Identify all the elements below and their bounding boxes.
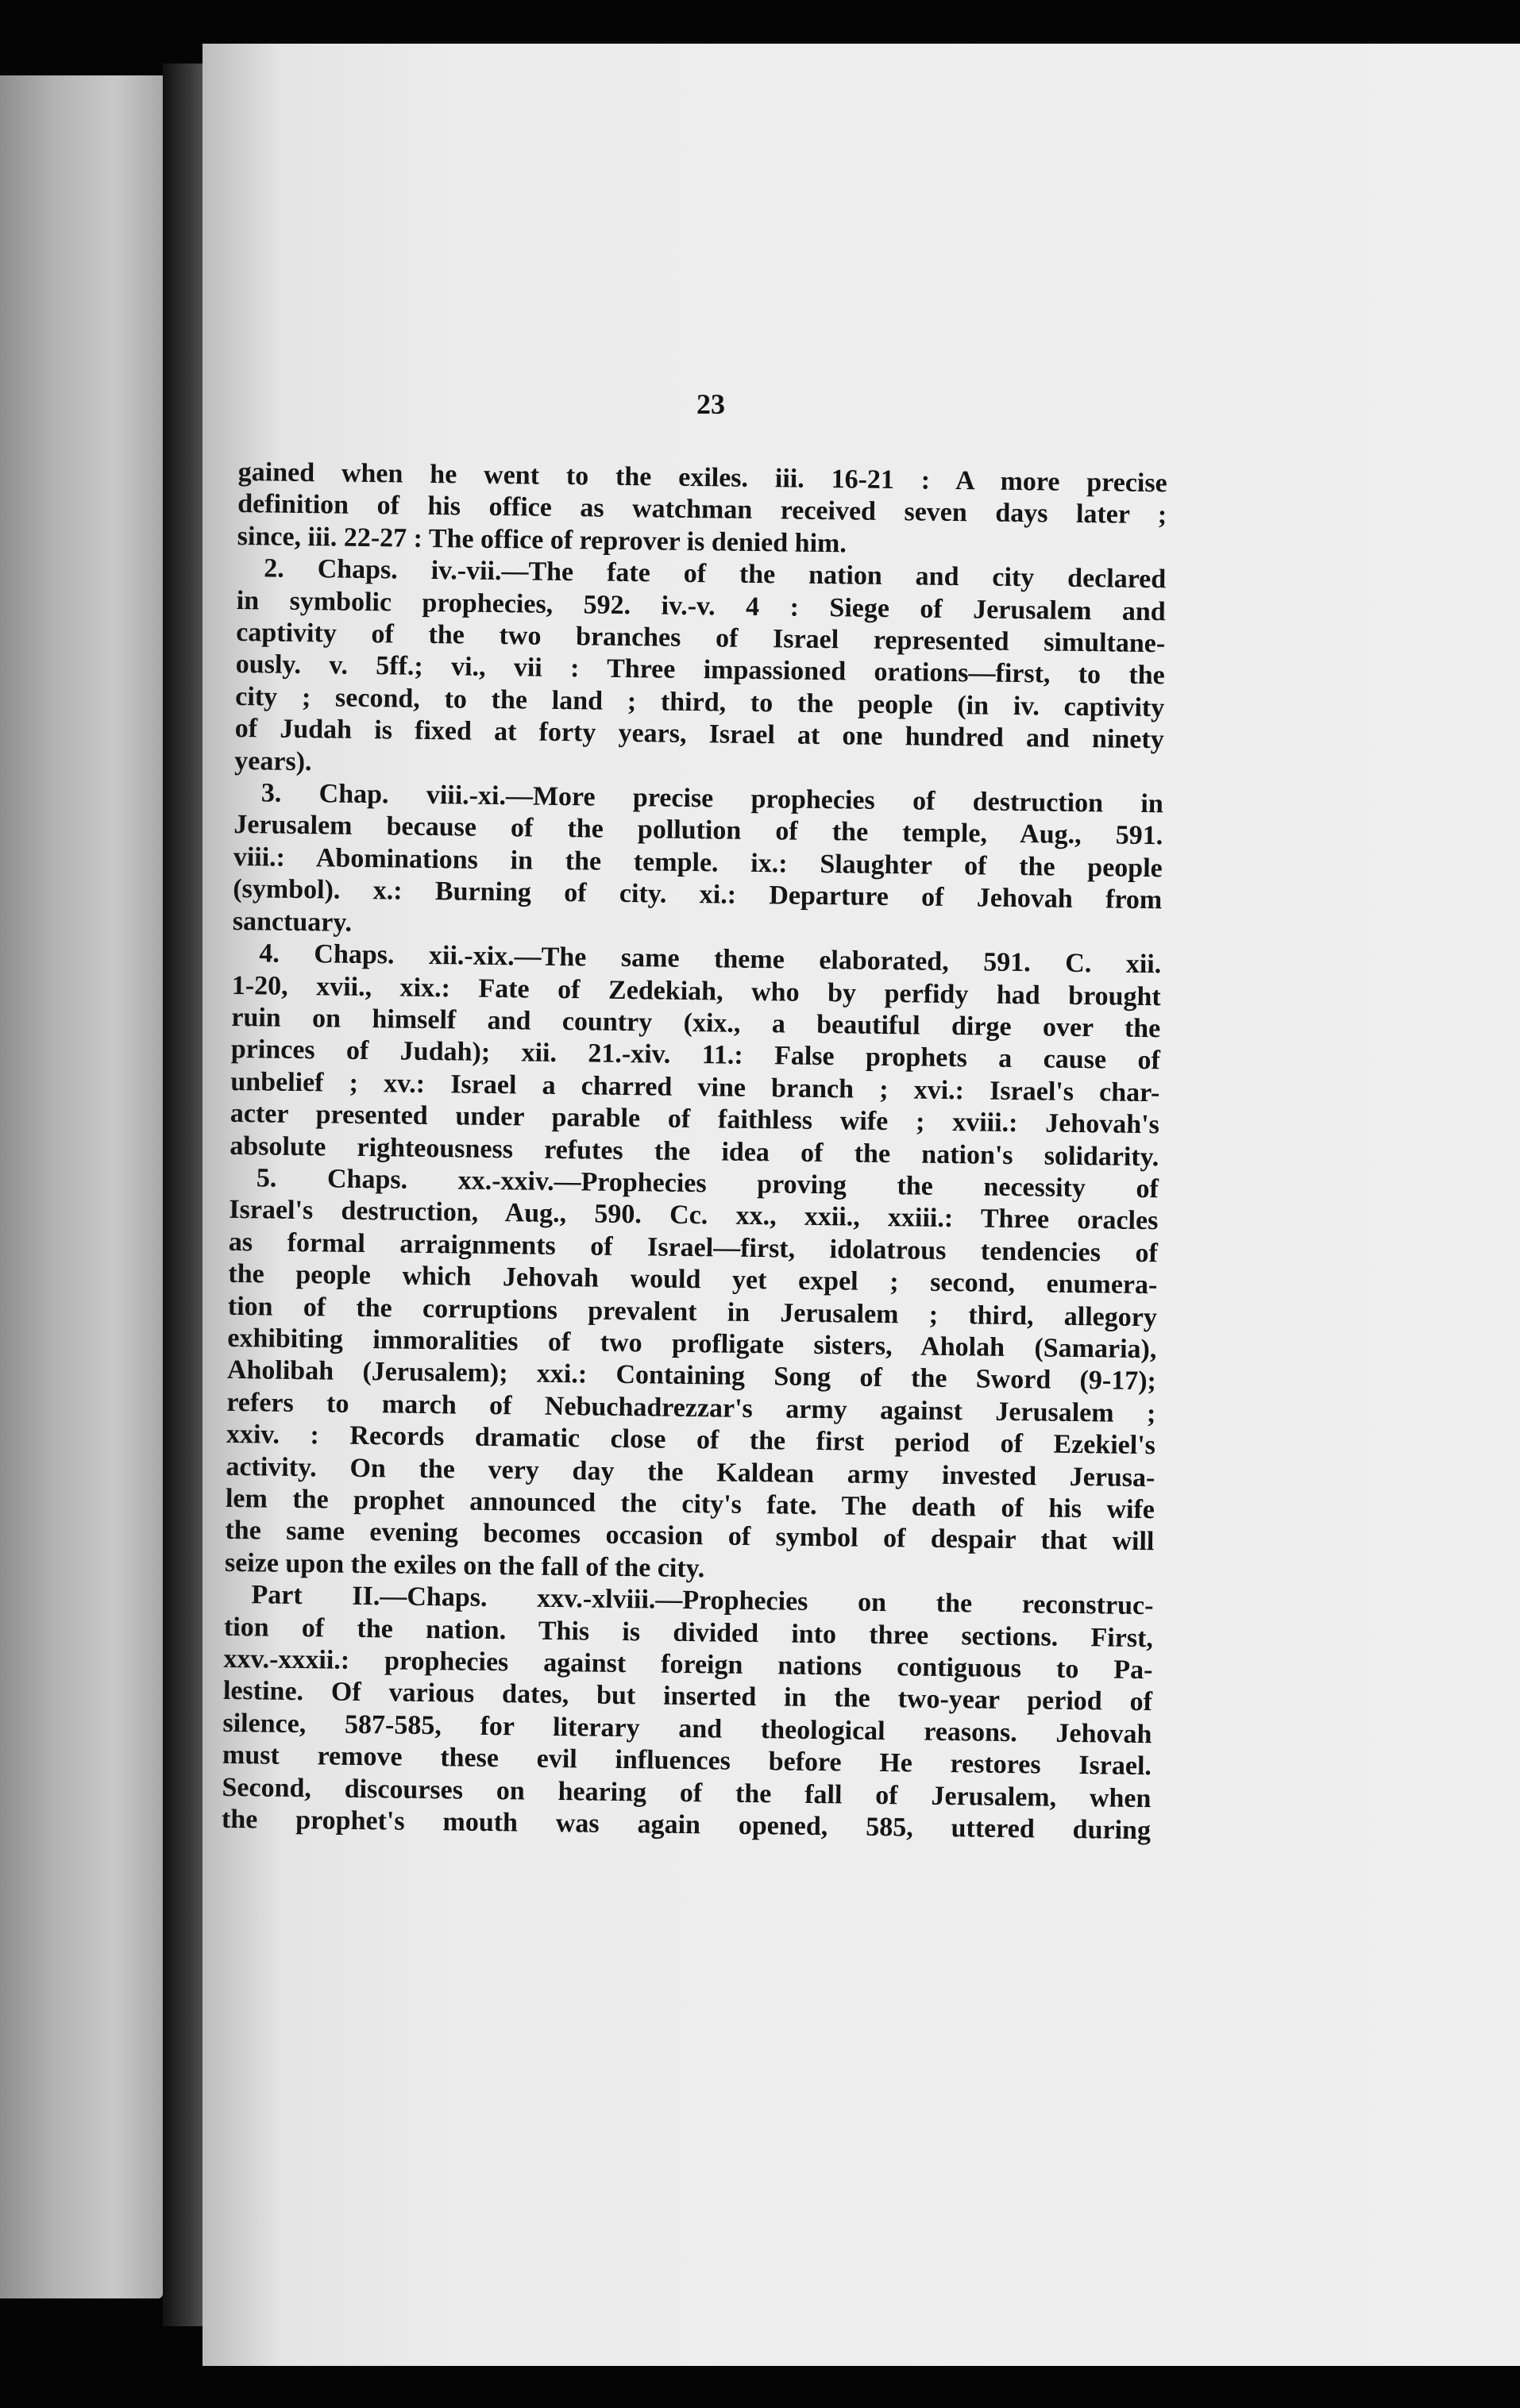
text-line: 4. Chaps. xii.-xix.—The same theme elaborated, 591. C. xii.: [259, 938, 1162, 980]
text-line: Aholibah (Jerusalem); xxi.: Containing Song of the Sword (9-17);: [226, 1355, 1157, 1397]
text-line: activity. On the very day the Kaldean army invested Jerusa-: [226, 1451, 1155, 1493]
text-line: unbelief ; xv.: Israel a charred vine branch ; xvi.: Israel's char-: [230, 1066, 1160, 1108]
text-line: tion of the corruptions prevalent in Jerusalem ; third, allegory: [227, 1291, 1158, 1332]
text-line: viii.: Abominations in the temple. ix.: Slaughter of the people: [233, 842, 1163, 884]
facing-page-edge: [0, 75, 163, 2298]
text-line: in symbolic prophecies, 592. iv.-v. 4 : Siege of Jerusalem and: [236, 585, 1166, 626]
text-line: tion of the nation. This is divided into three sections. First,: [223, 1612, 1154, 1653]
text-line: 5. Chaps. xx.-xxiv.—Prophecies proving the necessity of: [256, 1163, 1159, 1204]
text-line: silence, 587-585, for literary and theological reasons. Jehovah: [222, 1708, 1152, 1750]
text-line: exhibiting immoralities of two profligate sisters, Aholah (Samaria),: [227, 1323, 1157, 1365]
text-line: must remove these evil influences before He restores Israel.: [222, 1740, 1152, 1782]
text-line: ously. v. 5ff.; vi., vii : Three impassioned orations—first, to the: [235, 649, 1165, 691]
text-line: the prophet's mouth was again opened, 585, uttered during: [221, 1804, 1152, 1846]
text-line: since, iii. 22-27 : The office of reprover is denied him.: [237, 521, 847, 559]
text-line: lestine. Of various dates, but inserted in the two-year period of: [222, 1676, 1153, 1717]
text-line: 3. Chap. viii.-xi.—More precise prophecies of destruction in: [260, 778, 1163, 819]
text-line: of Judah is fixed at forty years, Israel at one hundred and ninety: [234, 714, 1164, 755]
text-line: Israel's destruction, Aug., 590. Cc. xx., xxii., xxiii.: Three oracles: [229, 1195, 1159, 1236]
text-line: 1-20, xvii., xix.: Fate of Zedekiah, who by perfidy had brought: [231, 970, 1162, 1011]
text-line: captivity of the two branches of Israel represented simultane-: [236, 618, 1166, 659]
page-number: 23: [696, 388, 725, 420]
text-line: the people which Jehovah would yet expel ; second, enumera-: [228, 1259, 1158, 1300]
text-line: princes of Judah); xii. 21.-xiv. 11.: False prophets a cause of: [230, 1034, 1161, 1076]
text-line: Second, discourses on hearing of the fall of Jerusalem, when: [222, 1772, 1152, 1813]
text-line: seize upon the exiles on the fall of the city.: [224, 1547, 705, 1584]
text-line: ruin on himself and country (xix., a beautiful dirge over the: [231, 1002, 1161, 1044]
text-line: xxiv. : Records dramatic close of the first period of Ezekiel's: [226, 1420, 1156, 1461]
text-line: Jerusalem because of the pollution of the temple, Aug., 591.: [233, 810, 1163, 851]
text-line: 2. Chaps. iv.-vii.—The fate of the nation and city declared: [264, 553, 1167, 595]
text-line: Part II.—Chaps. xxv.-xlviii.—Prophecies on the reconstruc-: [251, 1580, 1154, 1621]
text-line: (symbol). x.: Burning of city. xi.: Departure of Jehovah from: [233, 874, 1163, 915]
text-line: definition of his office as watchman received seven days later ;: [237, 489, 1167, 530]
text-line: gained when he went to the exiles. iii. 16-21 : A more precise: [237, 457, 1167, 499]
text-line: as formal arraignments of Israel—first, idolatrous tendencies of: [228, 1227, 1159, 1268]
text-line: city ; second, to the land ; third, to the people (in iv. captivity: [235, 681, 1165, 723]
text-line: years).: [234, 746, 312, 776]
text-line: absolute righteousness refutes the idea of the nation's solidarity.: [230, 1131, 1159, 1172]
text-line: refers to march of Nebuchadrezzar's army against Jerusalem ;: [226, 1387, 1156, 1428]
text-line: xxv.-xxxii.: prophecies against foreign nations contiguous to Pa-: [223, 1643, 1153, 1686]
text-line: the same evening becomes occasion of symbol of despair that will: [225, 1516, 1155, 1557]
text-line: acter presented under parable of faithless wife ; xviii.: Jehovah's: [230, 1099, 1160, 1140]
body-text: [222, 457, 1167, 1847]
text-line: lem the prophet announced the city's fate. The death of his wife: [225, 1483, 1155, 1525]
text-line: sanctuary.: [232, 906, 353, 938]
